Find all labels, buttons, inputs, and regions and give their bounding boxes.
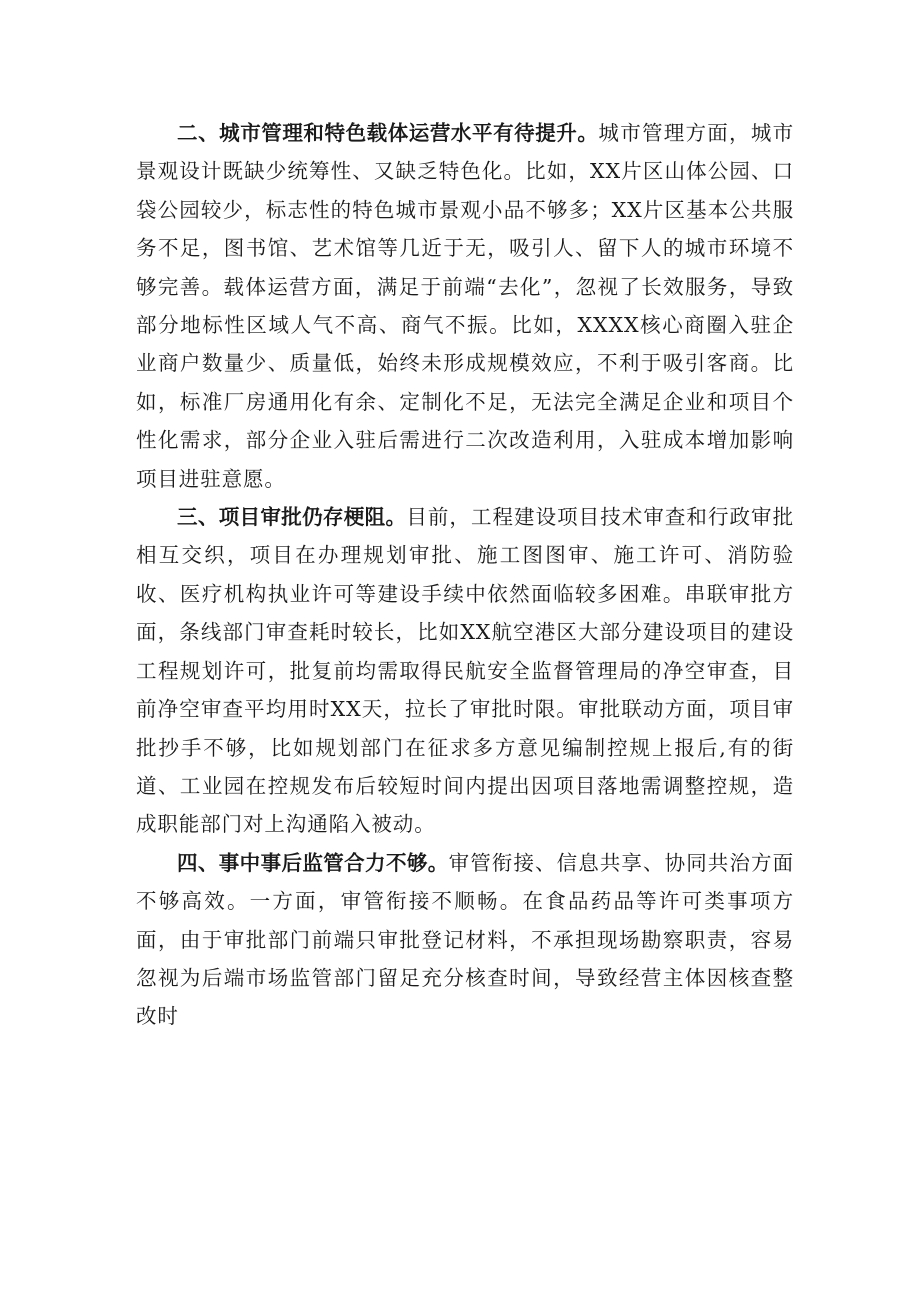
paragraph-heading: 三、项目审批仍存梗阻。 xyxy=(177,505,407,530)
paragraph-text: 城市管理方面，城市景观设计既缺少统筹性、又缺乏特色化。比如，XX片区山体公园、口袋公园较少，标志性的特色城市景观小品不够多；XX片区基本公共服务不足，图书馆、艺术馆等几近于无，吸引人、留下人的城市环境不够完善。载体运营方面，满足于前端“去化”，忽视了长效服务，导致部分地标性区域人气不高、商气不振。比如，XXXX核心商圈入驻企业商户数量少、质量低，始终未形成规模效应，不利于吸引客商。比如，标准厂房通用化有余、定制化不足，无法完全满足企业和项目个性化需求，部分企业入驻后需进行二次改造利用，入驻成本增加影响项目进驻意愿。 xyxy=(136,121,794,491)
paragraph-heading: 四、事中事后监管合力不够。 xyxy=(177,850,449,875)
paragraph-project-approval xyxy=(136,498,794,844)
paragraph-text: 目前，工程建设项目技术审查和行政审批相互交织，项目在办理规划审批、施工图图审、施工许可、消防验收、医疗机构执业许可等建设手续中依然面临较多困难。串联审批方面，条线部门审查耗时较长，比如XX航空港区大部分建设项目的建设工程规划许可，批复前均需取得民航安全监督管理局的净空审查，目前净空审查平均用时XX天，拉长了审批时限。审批联动方面，项目审批抄手不够，比如规划部门在征求多方意见编制控规上报后,有的街道、工业园在控规发布后较短时间内提出因项目落地需调整控规，造成职能部门对上沟通陷入被动。 xyxy=(136,505,794,837)
paragraph-heading: 二、城市管理和特色载体运营水平有待提升。 xyxy=(177,121,599,145)
paragraph-urban-management xyxy=(136,114,794,498)
paragraph-supervision xyxy=(136,844,794,1036)
paragraph-text: 审管衔接、信息共享、协同共治方面不够高效。一方面，审管衔接不顺畅。在食品药品等许可类事项方面，由于审批部门前端只审批登记材料，不承担现场勘察职责，容易忽视为后端市场监管部门留足充分核查时间，导致经营主体因核查整改时 xyxy=(136,850,794,1029)
document-body xyxy=(136,114,794,1036)
